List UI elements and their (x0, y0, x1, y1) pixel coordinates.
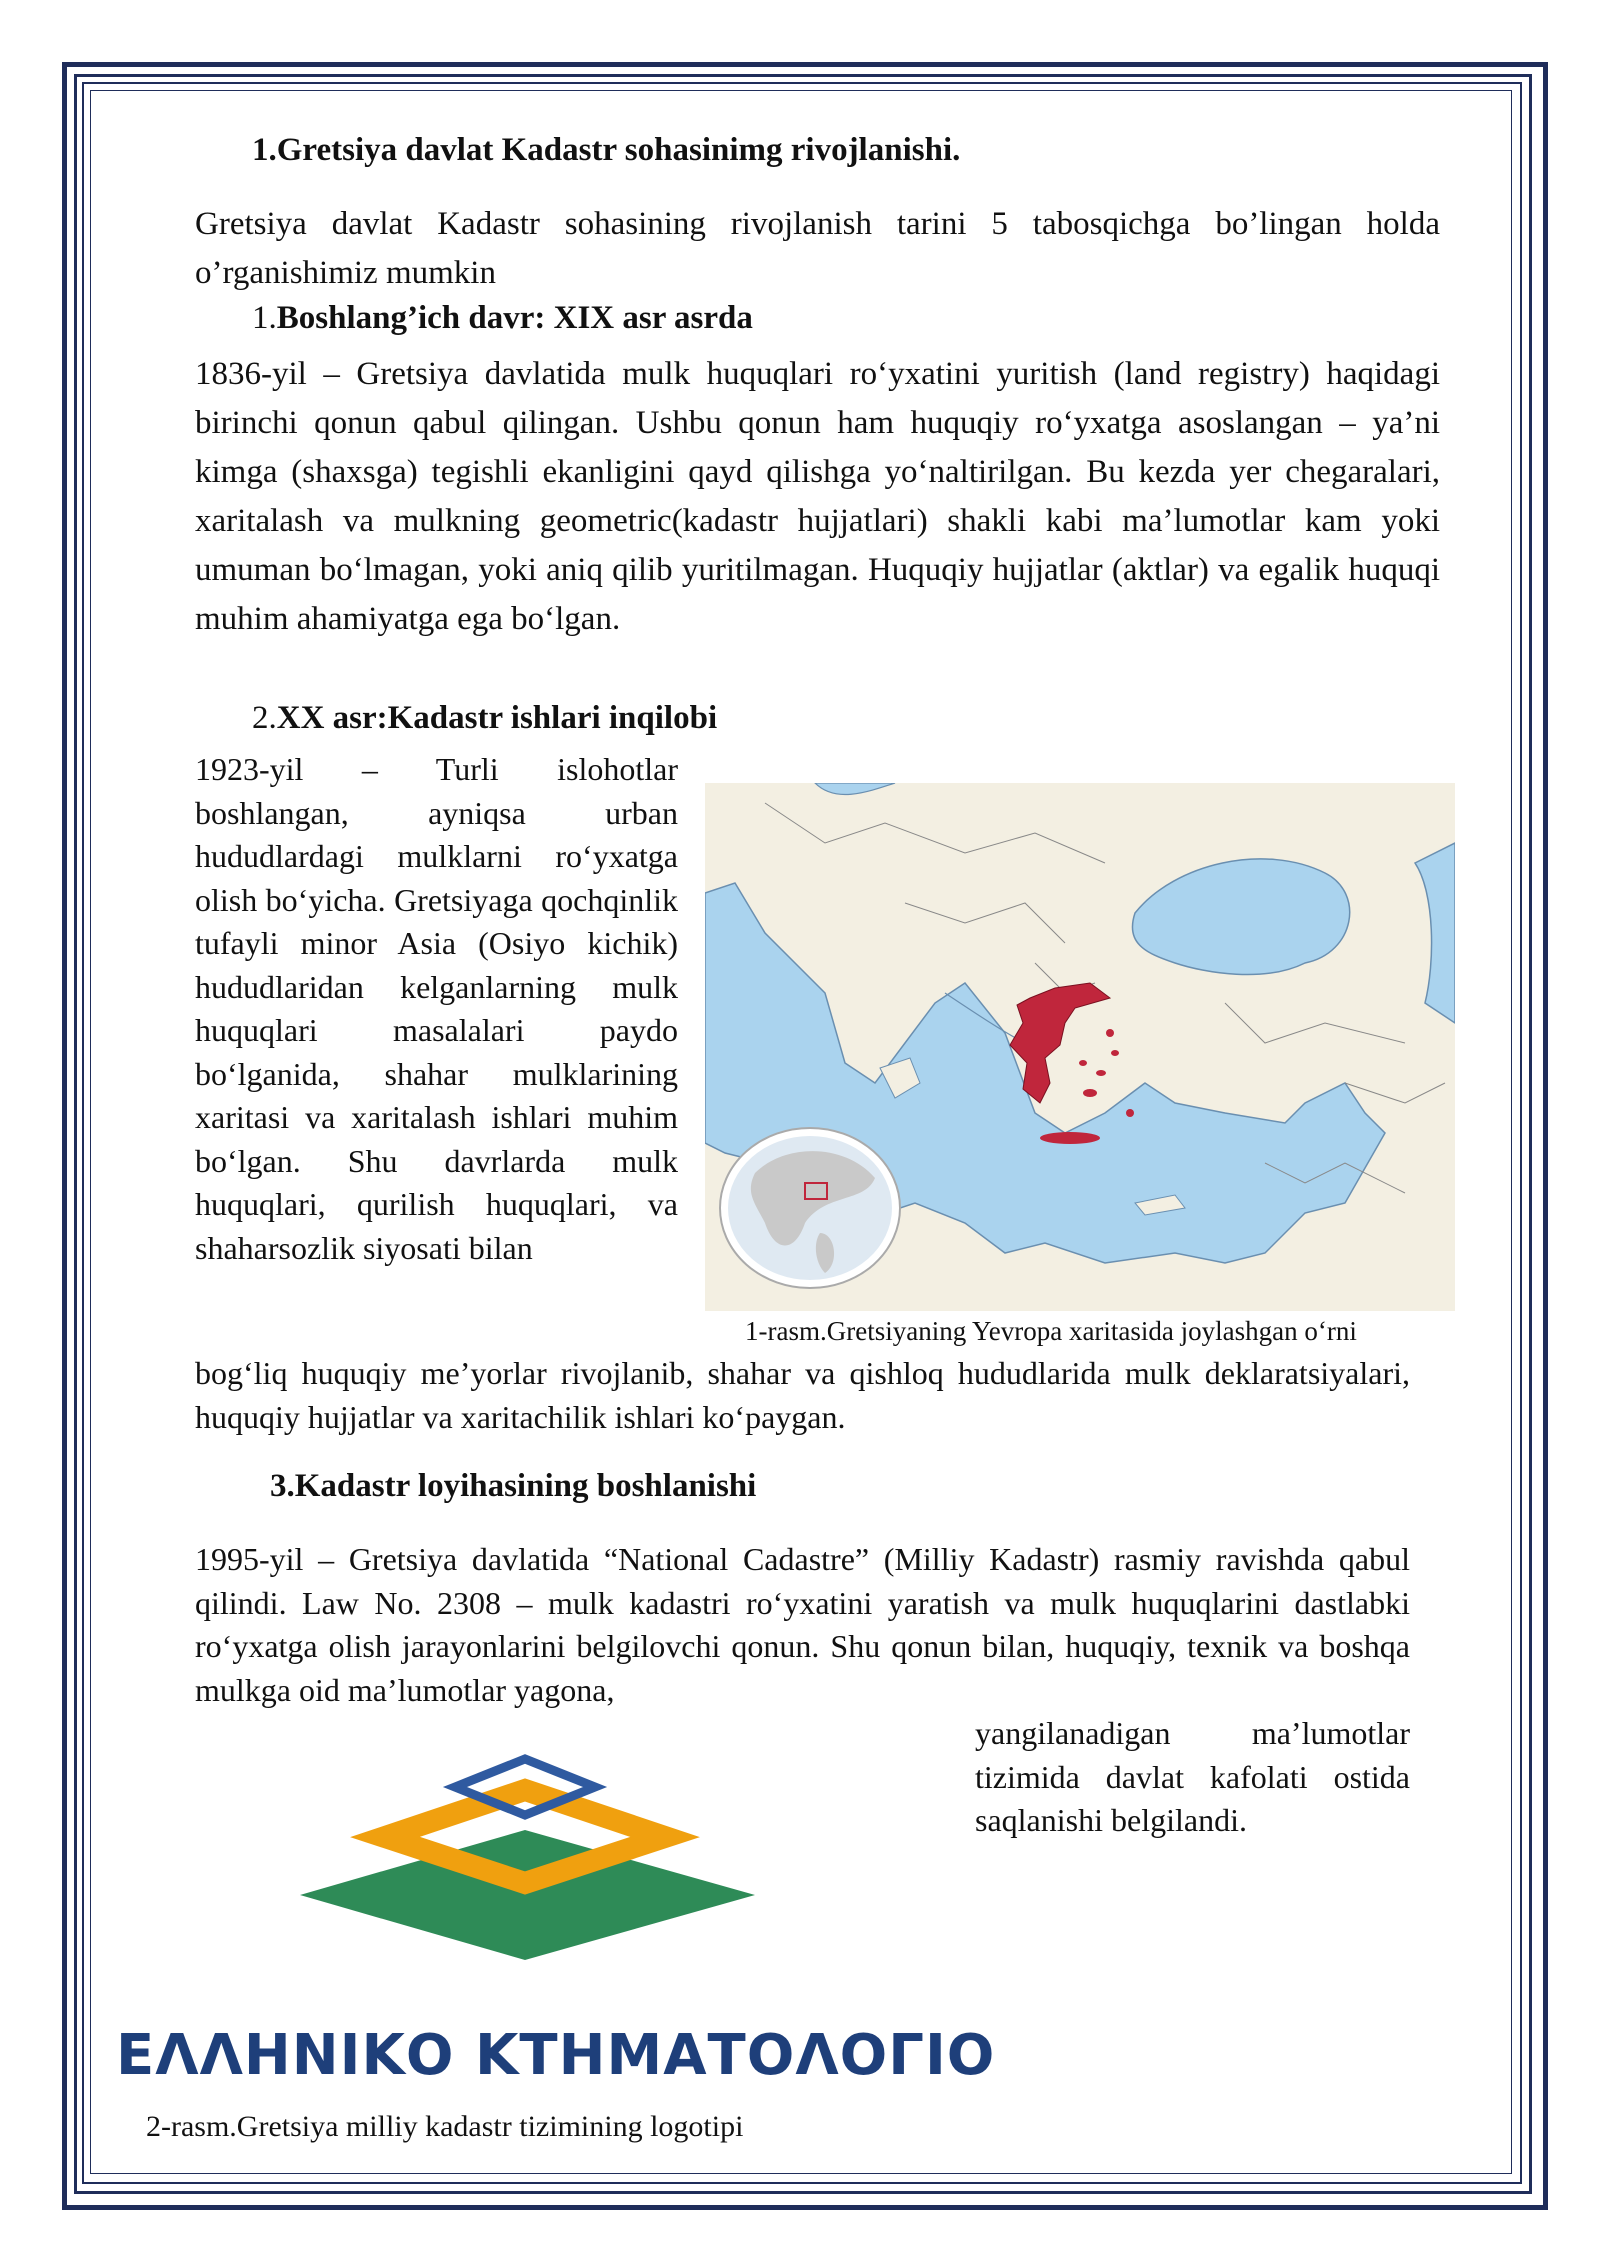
logo-text: ΕΛΛΗΝΙΚΟ ΚΤΗΜΑΤΟΛΟΓΙΟ (116, 2023, 996, 2088)
figure-1-caption: 1-rasm.Gretsiyaning Yevropa xaritasida joylashgan o‘rni (745, 1316, 1357, 1346)
paragraph-3: 1995-yil – Gretsiya davlatida “National Cadastre” (Milliy Kadastr) rasmiy ravishda qabul qilindi. Law No. 2308 – mulk kadastri ro‘yxatini yaratish va mulk huquqlarini dastlabki ro‘yxatga olish jarayonlarini belgilovchi qonun. Shu qonun bilan, huquqiy, texnik va boshqa mulkga oid ma’lumotlar yagona, (195, 1541, 1410, 1708)
heading-3: 3.Kadastr loyihasining boshlanishi (270, 1468, 757, 1504)
subheading-1-number: 1. (252, 300, 277, 336)
subheading-2 (252, 700, 717, 737)
paragraph-3-right: yangilanadigan ma’lumotlar tizimida davlat kafolati ostida saqlanishi belgilandi. (975, 1715, 1410, 1838)
intro-paragraph: Gretsiya davlat Kadastr sohasining rivojlanish tarini 5 tabosqichga bo’lingan holda o’rganishimiz mumkin (195, 206, 1440, 291)
hellenic-cadastre-logo (285, 1745, 775, 1965)
world-globe-inset (720, 1128, 900, 1288)
subheading-1 (252, 300, 753, 337)
paragraph-2-left: 1923-yil – Turli islohotlar boshlangan, ayniqsa urban hududlardagi mulklarni ro‘yxatga olish bo‘yicha. Gretsiyaga qochqinlik tufayli minor Asia (Osiyo kichik) hududlaridan kelganlarning mulk huquqlari masalalari paydo bo‘lganida, shahar mulklarining xaritasi va xaritalash ishlari muhim bo‘lgan. Shu davrlarda mulk huquqlari, qurilish huquqlari, va shaharsozlik siyosati bilan (195, 751, 678, 1266)
subheading-2-number: 2. (252, 700, 277, 736)
paragraph-2-continued: bog‘liq huquqiy me’yorlar rivojlanib, shahar va qishloq hududlarida mulk deklaratsiyalari, huquqiy hujjatlar va xaritachilik ishlari ko‘paygan. (195, 1355, 1410, 1435)
europe-map-greece (705, 783, 1455, 1311)
paragraph-1: 1836-yil – Gretsiya davlatida mulk huquqlari ro‘yxatini yuritish (land registry) haqidagi birinchi qonun qabul qilingan. Ushbu qonun ham huquqiy ro‘yxatga asoslangan – ya’ni kimga (shaxsga) tegishli ekanligini qayd qilishga yo‘naltirilgan. Bu kezda yer chegaralari, xaritalash va mulkning geometric(kadastr hujjatlari) shakli kabi ma’lumotlar kam yoki umuman bo‘lmagan, yoki aniq qilib yuritilmagan. Huquqiy hujjatlar (aktlar) va egalik huquqi muhim ahamiyatga ega bo‘lgan. (195, 356, 1440, 637)
subheading-2-title: XX asr:Kadastr ishlari inqilobi (276, 700, 718, 736)
heading-1: 1.Gretsiya davlat Kadastr sohasinimg rivojlanishi. (252, 132, 961, 168)
figure-2-caption: 2-rasm.Gretsiya milliy kadastr tizimining logotipi (146, 2110, 744, 2143)
subheading-1-title: Boshlang’ich davr: XIX asr asrda (276, 300, 753, 336)
